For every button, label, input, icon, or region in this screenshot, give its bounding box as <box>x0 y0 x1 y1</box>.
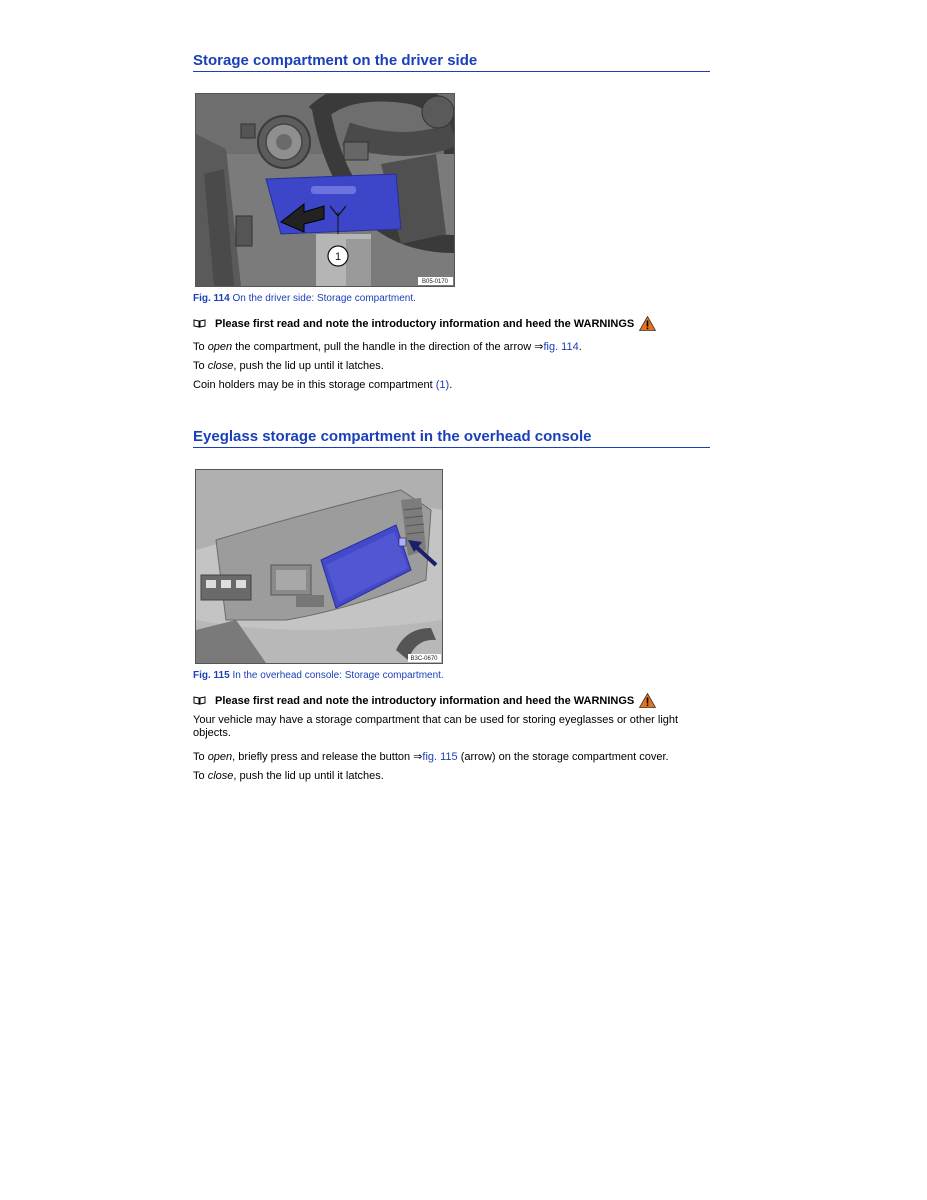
note-text: Please first read and note the introductory information and heed the WARNINGS <box>215 317 635 330</box>
callout-1: 1 <box>334 251 342 263</box>
fig-114-link[interactable]: fig. 114 <box>543 341 579 353</box>
warning-icon[interactable] <box>639 693 656 708</box>
fig-115-link[interactable]: fig. 115 <box>422 751 458 763</box>
read-first-note <box>193 693 656 708</box>
section-heading-driver-side: Storage compartment on the driver side <box>193 52 710 72</box>
figure-caption-115: Fig. 115 In the overhead console: Storage compartment. <box>193 670 444 681</box>
callout-1-link[interactable]: (1) <box>435 379 450 391</box>
paragraph-open: To open the compartment, pull the handle in the direction of the arrow ⇒fig. 114. <box>193 341 582 353</box>
figure-driver-storage <box>195 93 455 287</box>
paragraph-coin-holders: Coin holders may be in this storage compartment (1). <box>193 379 453 391</box>
figure-eyeglass-storage <box>195 469 443 664</box>
warning-icon[interactable] <box>639 316 656 331</box>
paragraph-close: To close, push the lid up until it latches. <box>193 360 384 372</box>
book-icon <box>193 319 206 328</box>
figure-code: B3C-0670 <box>410 656 438 662</box>
paragraph-eyeglass-intro: Your vehicle may have a storage compartment that can be used for storing eyeglasses or other light objects. <box>193 714 679 739</box>
note-text: Please first read and note the introductory information and heed the WARNINGS <box>215 694 635 707</box>
paragraph-close: To close, push the lid up until it latches. <box>193 770 384 782</box>
book-icon <box>193 696 206 705</box>
paragraph-open: To open, briefly press and release the button ⇒fig. 115 (arrow) on the storage compartment cover. <box>193 751 669 763</box>
section-heading-eyeglass: Eyeglass storage compartment in the overhead console <box>193 428 710 448</box>
figure-caption-114: Fig. 114 On the driver side: Storage compartment. <box>193 293 416 304</box>
eyeglass-storage-illustration <box>196 470 442 663</box>
read-first-note <box>193 316 656 331</box>
driver-storage-illustration <box>196 94 454 286</box>
figure-code: B05-0170 <box>421 279 449 285</box>
